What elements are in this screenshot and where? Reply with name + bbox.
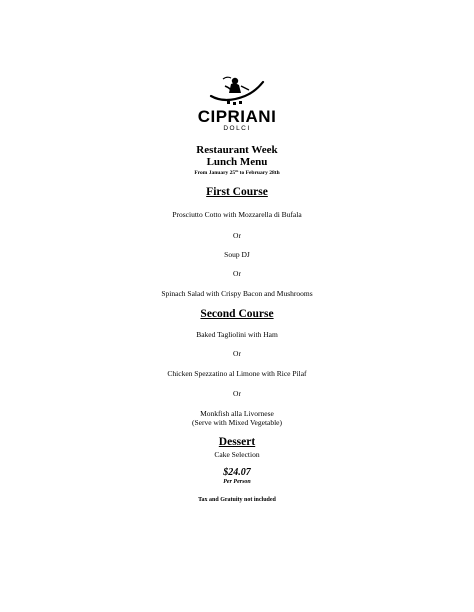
first-course-item-2: Soup DJ <box>224 250 250 259</box>
first-course-or-1: Or <box>233 231 241 240</box>
tax-note: Tax and Gratuity not included <box>198 497 276 503</box>
second-course-item-3: Monkfish alla Livornese <box>200 409 274 418</box>
dessert-item-1: Cake Selection <box>214 450 260 459</box>
dates-rest: to February 28th <box>238 170 280 176</box>
dates-prefix: From January 25 <box>194 170 236 176</box>
first-course-item-1: Prosciutto Cotto with Mozzarella di Bufala <box>172 210 302 219</box>
menu-dates <box>0 168 474 177</box>
brand-name: CIPRIANI <box>197 107 277 126</box>
second-course-item-2: Chicken Spezzatino al Limone with Rice Pilaf <box>167 369 307 378</box>
menu-title: Restaurant Week <box>196 144 278 156</box>
second-course-or-2: Or <box>233 389 241 398</box>
brand-subtitle: DOLCI <box>223 125 251 132</box>
price-per-person: Per Person <box>223 479 251 485</box>
second-course-item-1: Baked Tagliolini with Ham <box>196 330 278 339</box>
menu-price: $24.07 <box>223 467 251 478</box>
first-course-or-2: Or <box>233 269 241 278</box>
second-course-or-1: Or <box>233 349 241 358</box>
first-course-item-3: Spinach Salad with Crispy Bacon and Mushrooms <box>161 289 313 298</box>
dessert-heading: Dessert <box>218 436 256 448</box>
dates-superscript: th <box>235 169 239 173</box>
menu-subtitle: Lunch Menu <box>206 156 268 168</box>
second-course-item-3-note: (Serve with Mixed Vegetable) <box>191 418 283 427</box>
second-course-heading: Second Course <box>200 308 274 320</box>
first-course-heading: First Course <box>206 186 268 198</box>
